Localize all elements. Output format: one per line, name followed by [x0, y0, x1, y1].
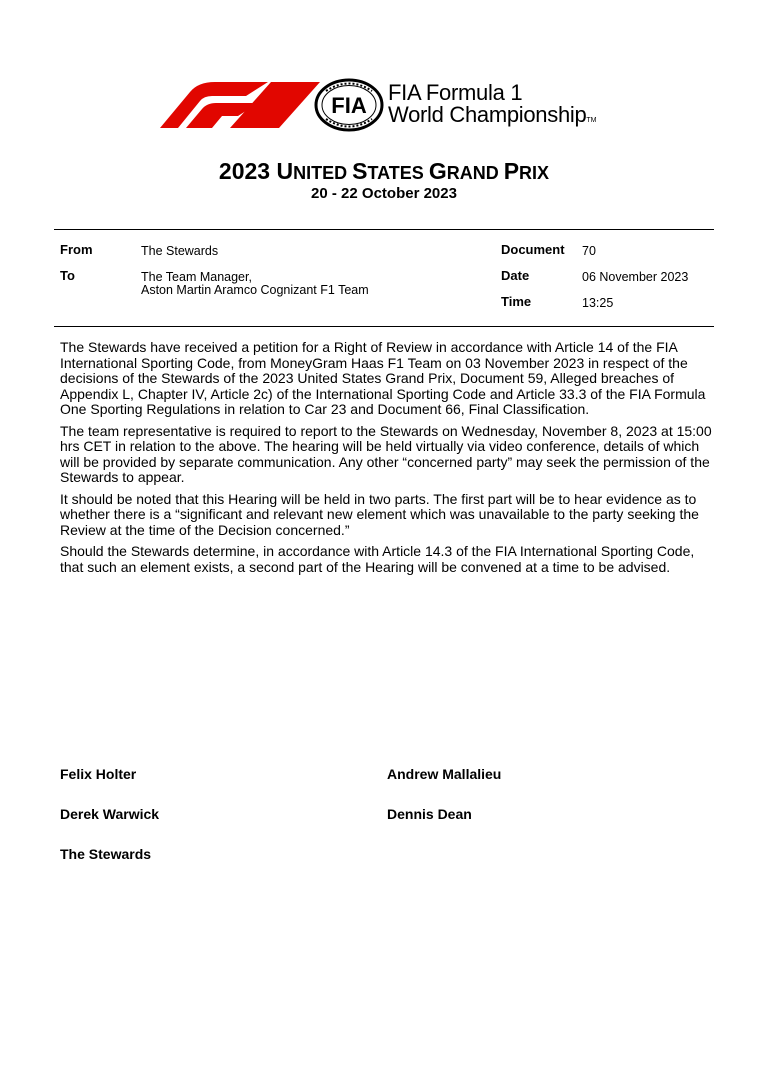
title-year: 2023	[218, 158, 277, 184]
championship-line1: FIA Formula 1	[388, 80, 523, 105]
body-paragraph: The Stewards have received a petition for a Right of Review in accordance with Article 14 of the FIA International Sporting Code, from MoneyGram Haas F1 Team on 03 November 2023 in respect of the decisions of the Stewards of the 2023 United States Grand Prix, Document 59, Alleged breaches of Appendix L, Chapter IV, Article 2c) of the International Sporting Code and Article 33.3 of the FIA Formula One Sporting Regulations in relation to Car 23 and Document 66, Final Classification.	[60, 339, 706, 417]
championship-name	[388, 82, 597, 132]
time-value: 13:25	[582, 296, 614, 310]
date-value: 06 November 2023	[582, 270, 689, 284]
from-label: From	[60, 242, 93, 257]
title-s: S	[352, 158, 368, 184]
time-label: Time	[501, 294, 532, 309]
title-p: P	[503, 158, 520, 184]
to-value-line1: The Team Manager,	[141, 270, 252, 284]
document-value: 70	[582, 244, 596, 258]
document-body	[60, 340, 712, 581]
f1-logo-icon	[160, 82, 320, 128]
title-rand: RAND	[446, 163, 504, 183]
championship-line2	[388, 104, 597, 132]
body-paragraph: Should the Stewards determine, in accordance with Article 14.3 of the FIA International Sporting Code, that such an element exists, a second part of the Hearing will be convened at a time to be advised.	[60, 543, 695, 575]
stewards-closing: The Stewards	[60, 846, 152, 862]
fia-letters: FIA	[331, 93, 367, 118]
body-paragraph: It should be noted that this Hearing will be held in two parts. The first part will be to hear evidence as to whether there is a “significant and relevant new element which was unavailable to the party seeking the Review at the time of the Decision concerned.”	[60, 490, 699, 538]
title-g: G	[428, 158, 447, 184]
top-divider	[54, 229, 714, 230]
event-title	[0, 157, 768, 187]
fia-seal-icon	[314, 78, 384, 132]
event-dates: 20 - 22 October 2023	[311, 185, 457, 202]
header-logos	[160, 78, 630, 132]
steward-signature: Dennis Dean	[387, 806, 472, 822]
steward-signature: Andrew Mallalieu	[387, 766, 502, 782]
title-nited: NITED	[293, 163, 353, 183]
to-label: To	[60, 268, 75, 283]
body-paragraph: The team representative is required to report to the Stewards on Wednesday, November 8, 2023 at 15:00 hrs CET in relation to the above. The hearing will be held virtually via video conference, details of which will be provided by separate communication. Any other “concerned party” may seek the permission of the Stewards to appear.	[60, 422, 712, 485]
steward-signature: Felix Holter	[60, 766, 137, 782]
from-value: The Stewards	[141, 244, 219, 258]
trademark: TM	[586, 117, 597, 124]
date-label: Date	[501, 268, 530, 283]
steward-signature: Derek Warwick	[60, 806, 160, 822]
title-u: U	[276, 158, 294, 184]
bottom-divider	[54, 326, 714, 327]
document-label: Document	[501, 242, 565, 257]
championship-line2-text: World Championship	[388, 102, 587, 127]
title-rix: RIX	[519, 163, 550, 183]
to-value-line2: Aston Martin Aramco Cognizant F1 Team	[141, 283, 369, 297]
title-tates: TATES	[367, 163, 429, 183]
